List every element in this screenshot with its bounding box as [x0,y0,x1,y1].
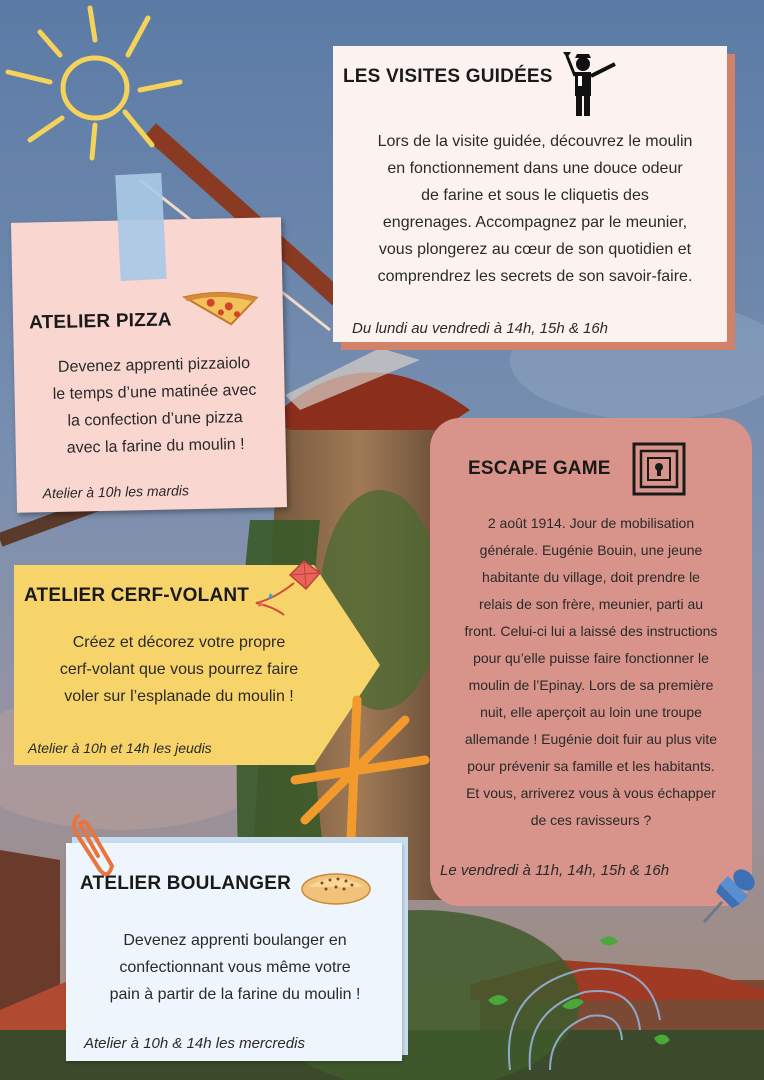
kite-workshop-schedule: Atelier à 10h et 14h les jeudis [28,740,212,756]
text-line: 2 août 1914. Jour de mobilisation [487,515,695,531]
tape-decoration [115,173,166,281]
kite-workshop-title: ATELIER CERF-VOLANT [24,585,250,606]
pizza-workshop-description [28,349,282,462]
kite-icon [244,559,324,621]
text-line: en fonctionnement dans une douce odeur [387,160,683,177]
text-line: Devenez apprenti boulanger en [123,932,347,949]
guided-tours-title: LES VISITES GUIDÉES [343,66,553,87]
pizza-slice-icon [180,288,261,330]
paperclip-icon [64,806,114,878]
text-line: comprendrez les secrets de son savoir-faire. [377,268,693,285]
push-pin-icon [700,862,762,926]
pizza-workshop-title: ATELIER PIZZA [28,309,172,334]
text-line: confectionnant vous même votre [119,959,351,976]
baker-workshop-schedule: Atelier à 10h & 14h les mercredis [84,1035,305,1052]
text-line: front. Celui-ci lui a laissé des instructions [464,623,718,639]
text-line: cerf-volant que vous pourrez faire [59,661,299,678]
guided-tours-schedule: Du lundi au vendredi à 14h, 15h & 16h [352,320,609,337]
text-line: Devenez apprenti pizzaiolo [57,354,251,376]
baker-workshop-card [66,843,402,1061]
text-line: de ces ravisseurs ? [530,812,652,828]
maze-lock-icon [632,442,686,496]
escape-game-card [430,418,752,906]
bread-icon [300,867,372,907]
wind-leaves-doodle-icon [480,930,680,1080]
escape-game-description [436,510,746,834]
escape-game-title: ESCAPE GAME [468,458,611,479]
sun-doodle-icon [0,0,190,170]
text-line: relais de son frère, meunier, parti au [478,596,704,612]
text-line: Créez et décorez votre propre [72,634,286,651]
text-line: vous plongerez au cœur de son quotidien et [378,241,692,258]
guided-tours-card [333,46,727,342]
text-line: pain à partir de la farine du moulin ! [109,986,361,1003]
text-line: pour prévenir sa famille et les habitants. [467,758,715,774]
guide-icon [561,50,621,118]
guided-tours-description [343,128,727,290]
text-line: allemande ! Eugénie doit fuir au plus vite [464,731,718,747]
text-line: avec la farine du moulin ! [66,436,245,457]
text-line: habitante du village, doit prendre le [482,569,700,585]
star-doodle-icon [285,690,435,850]
text-line: moulin de l’Epinay. Lors de sa première [468,677,714,693]
pizza-workshop-schedule: Atelier à 10h les mardis [42,482,190,502]
text-line: Lors de la visite guidée, découvrez le moulin [377,133,693,150]
text-line: générale. Eugénie Bouin, une jeune [479,542,703,558]
escape-game-schedule: Le vendredi à 11h, 14h, 15h & 16h [440,862,670,879]
text-line: pour qu’elle puisse faire fonctionner le [473,650,709,666]
text-line: nuit, elle aperçoit au loin une troupe [480,704,702,720]
text-line: voler sur l’esplanade du moulin ! [64,688,294,705]
text-line: Et vous, arriverez vous à vous échapper [466,785,716,801]
text-line: engrenages. Accompagnez par le meunier, [382,214,688,231]
baker-workshop-title: ATELIER BOULANGER [80,873,291,894]
baker-workshop-description [68,927,402,1008]
text-line: la confection d’une pizza [67,409,243,430]
text-line: le temps d’une matinée avec [52,381,257,404]
text-line: de farine et sous le cliquetis des [421,187,649,204]
